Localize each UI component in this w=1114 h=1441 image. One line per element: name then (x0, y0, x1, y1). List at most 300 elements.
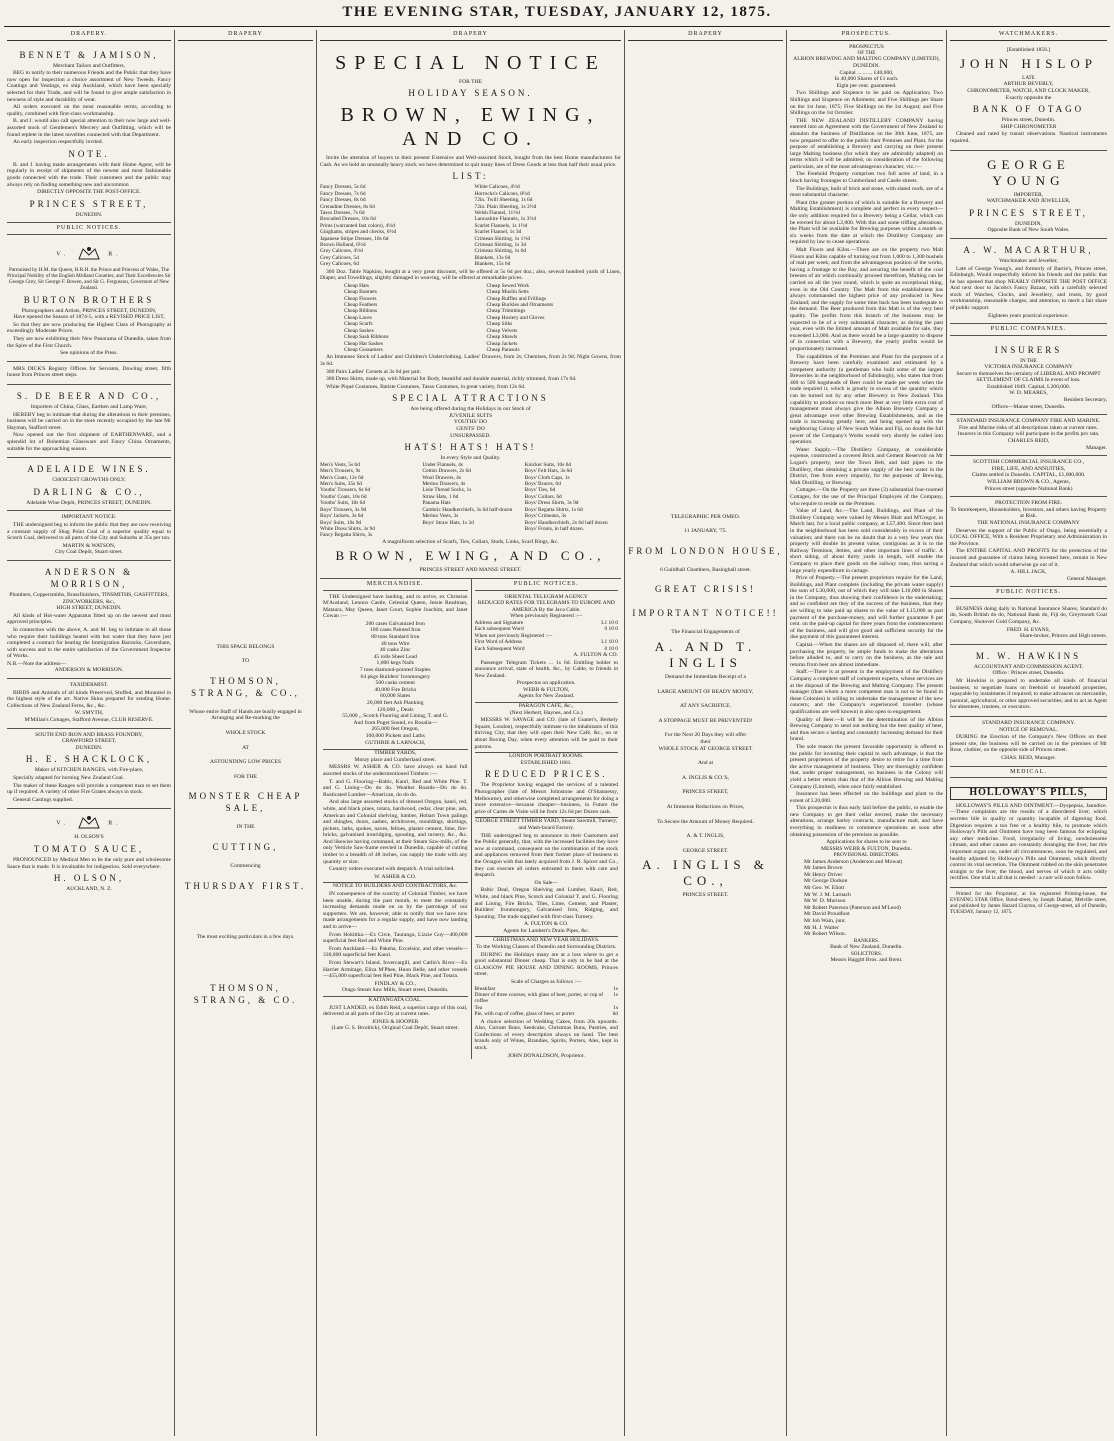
goods-list-item: 40 tons Wire (380, 640, 410, 647)
prospectus-apply: Applications for shares to be sent to (826, 839, 907, 846)
clothing-list (320, 462, 621, 539)
lower-subcolumns (320, 579, 621, 1059)
price-list-item: Grey Calicoes, 6d (320, 261, 359, 268)
advert-dick-registry (7, 362, 171, 385)
advert-line: WATCHMAKER AND JEWELLER, (986, 198, 1071, 205)
advert-title: JOHN HISLOP (960, 56, 1097, 72)
goods-list-item: 64 pkgs Builders' Ironmongery (360, 673, 431, 680)
advert-address: Office : Princes street, Dunedin. (992, 670, 1065, 677)
advert-town: DUNEDIN. (75, 211, 103, 218)
advert-title: BURTON BROTHERS (23, 294, 155, 305)
inglis-line: For the Next 20 Days they will offer (664, 732, 747, 739)
advert-title: PROTECTION FROM FIRE. (995, 500, 1062, 507)
advert-body: Late of George Young's, and formerly of Barrie's, Princes street, Edinburgh, Would respectfully inform his friends and the public that he has opened that shop NEARLY OPPOSITE THE POST OFFICE And next door to Jacobs's Fancy Bazaar, with a carefully selected stock of Watches, Clocks, and Jewellery, and trusts, by good workmanship, reasonable charges, and attention, to merit a fair share of public support. (950, 265, 1107, 312)
inglis-line: Demand the Immediate Receipt of a (665, 673, 746, 680)
rate-label: Dinner of three courses, with glass of beer, porter, or cup of coffee (474, 992, 604, 1005)
cheap-list-item: Cheap Flowers (344, 295, 377, 302)
advert-body: A choice selection of Wedding Cakes, from 20s upwards. Also, Currant Buns, Seedcake, Christmas Buns, Pastries, and Confections of every description always on hand. The best brands only of Wines, Brandies, Spirits, Porters, Ales, kept in stock. (474, 1018, 618, 1052)
price-list-right (475, 184, 622, 267)
advert-signature: GUTHRIE & LARNACH, (365, 739, 426, 746)
prospectus-shares: In 40,000 Shares of £1 each. (834, 76, 899, 83)
advert-signature: JONES & HOOPER (372, 1018, 419, 1025)
price-list-item: Fancy Dresses, 7s 6d (320, 190, 366, 197)
price-list-item: Japanese Stripe Dresses, 10s 6d (320, 235, 389, 242)
advert-body: HOLLOWAY'S PILLS AND OINTMENT.—Dyspepsia, Jaundice.—These complaints are the results of a disordered liver, which secretes bile in quality or quantity incapable of digesting food. Digestion requires a too free or a healthy bile, to promote which Holloway's Pills and Ointment have long been famous for eclipsing any other medicine. Food, irregularity of living, unwholesome climate, and other causes are constantly deranging the liver, but this important organ can, under all circumstances, soon be regulated, and healthy adjusted by Holloway's Pills and Ointment, which directly control its vital secretion. The Ointment rubbed on the skin penetrates straight to the liver, the blood, and nerves of which it acts oddly rectifies. One trial is all that is needed : a cure will soon follow. (950, 802, 1107, 882)
clothing-list-item: Boys' Suits, 16s 9d (320, 519, 362, 526)
rate-value: 1s (613, 992, 618, 999)
rate-table (475, 986, 619, 1018)
advert-body: Scale of Charges as follows :— (510, 979, 582, 986)
goods-list-item: 1,000 kegs Nails (376, 660, 414, 667)
prospectus-guarantee: Eight per cent. guaranteed. (836, 82, 897, 89)
advert-body: Specially adapted for burning New Zealand Coal. (13, 775, 125, 781)
advert-shacklock (7, 729, 171, 810)
price-list-item: Horrocks's Calicoes, 8½d (474, 190, 530, 197)
goods-list-item: 500 casks cement (375, 680, 415, 687)
price-list-item: Brocaded Dresses, 10s 6d (320, 216, 376, 223)
advert-attractions: SPECIAL ATTRACTIONS (392, 393, 549, 404)
goods-list-item: 45 rolls Sheet Lead (373, 653, 417, 660)
rate-label: Address and Signature (474, 619, 524, 626)
advert-body: From Hokitika.—Ex Circe, Tauranga, Lizzie Guy—400,000 superficial feet Red and White Pine. (323, 931, 468, 945)
advert-list-heading: LIST: (452, 171, 489, 182)
rate-row (475, 992, 619, 1005)
advert-title: TOMATO SAUCE, (33, 843, 145, 854)
price-list-item: Scarlet Flannel, 1s 3d (474, 229, 522, 236)
clothing-list-item: Cotton Drawers, 2s 6d (422, 468, 471, 475)
clothing-list-item: Merino Vests, 3s (422, 513, 459, 520)
prospectus-body: Malt Floors and Kilns.—There are on the property two Malt Floors and Kilns capable of turning out from 1,000 to 1,300 bushels of malt per week; and from the advantageous position of the works, having a frontage to the Bay, and securing the benefit of the cool breezes of air which continually proceed therefrom, Malting can be carried on all the year round, which is quite an exceptional thing, even in the Old Country. The Malt from this establishment has always commanded the highest price of any produced in New Zealand; and the supply for some time back has been inadequate to the demand. The Beer produced from this Malt is of the very best quality. The profits from this branch of the business may be expected to be of a very substantial character, as during the past year, even with the limited amount of Malt available for sale, they exceeded L3,000. And as there would be a large quantity to dispose of in connection with a Brewery, the yearly profits would be proportionately increased. (790, 247, 943, 352)
advert-standard (950, 415, 1107, 456)
advert-body: An Immense Stock of Ladies' and Children's Underclothing. Ladies' Drawers, from 2s; Chemises, from 2s 9d; Night Gowns, from 3s 6d. (320, 354, 621, 367)
advert-line: BANK OF OTAGO (972, 104, 1085, 115)
rate-label: When not previously Registered :— (474, 632, 553, 639)
advert-body: The maker of these Ranges will provide a competent man to set them up if required. A variety of other Fire Grates always in stock. (7, 782, 171, 796)
thomson-line: WHOLE STOCK (225, 729, 266, 736)
advert-body: MRS DICK'S Registry Offices for Servants, Dowling street, fifth house from Princes street steps. (7, 365, 171, 379)
section-heading: PUBLIC NOTICES. (7, 223, 171, 235)
advert-subtitle: To the Working Classes of Dunedin and Surrounding Districts. (476, 944, 617, 951)
advert-subtitle: THE NATIONAL INSURANCE COMPANY (977, 519, 1080, 526)
cheap-list-item: Cheap Bonnets (344, 289, 377, 296)
inglis-line: PRINCES STREET, (682, 789, 729, 796)
inglis-signature: GEORGE STREET. (682, 847, 729, 854)
price-list-item: Tasso Dresses, 7s 6d (320, 210, 365, 216)
advert-address: Share-broker, Princes and High streets. (1019, 633, 1107, 640)
printer-imprint: Printed for the Proprietor, at his registered Printing-house, the EVENING STAR Office, Bond-street, by Joseph Dunbar, Melville street, and published by James Hazard Clayton, of George-street, all of Dunedin, TUESDAY, January 12, 1875. (950, 890, 1107, 916)
advert-address: Otago Steam Saw Mills, Stuart street, Dunedin. (342, 987, 449, 994)
royal-v: V. (56, 251, 70, 258)
advert-body: IN consequence of the scarcity of Colonial Timber, we have been unable, during the past month, to meet the constantly increasing demands made on us by the patronage of our supporters. We are, however, able to notify that we have now made arrangements for a regular supply, and have now landing and to arrive— (323, 891, 468, 930)
advert-line: IMPORTER, (1013, 191, 1044, 198)
price-list (320, 184, 621, 267)
advert-body: BUSINESS doing daily in National Insurance Shares, Standard do do, South British do do, National Bank do, Fiji do, Greymouth Coal Company, Shotover Gold Company, &c. (950, 605, 1107, 626)
clothing-list-c (525, 462, 621, 539)
advert-national (950, 497, 1107, 587)
prospectus-body: Capital.—When the shares are all disposed of, there will, after purchasing the property, be ample funds to make the alterations before alluded to, and to carry on the business, as the sale and returns from beer are almost immediate. (790, 642, 943, 668)
advert-body: THE Undersigned have landing, and to arrive, ex Christian M'Ausland, Lennox Castle, Celestial Queen, Jessie Readman, Mataura, May Queen, Janet Court, Sophie Joachim, and Janet Cowan :— (323, 593, 468, 620)
advert-line: SHIP CHRONOMETER (1000, 123, 1057, 130)
advert-title: ADELAIDE WINES. (27, 464, 151, 475)
advert-address: (Late G. S. Brodrick), Original Coal Depôt, Stuart street. (331, 1025, 459, 1032)
advert-title: SCOTTISH COMMERCIAL INSURANCE CO., (972, 459, 1085, 466)
cheap-list-item: Cheap Sash Ribbons (344, 334, 389, 341)
rate-value: 6d (612, 1011, 618, 1018)
advert-signature-title: Resident Secretary, (1063, 397, 1107, 404)
rate-value: 1s (613, 985, 618, 992)
clothing-list-item: Boys' Braces, 6d (524, 481, 561, 488)
advert-town: AUCKLAND, N. Z. (66, 886, 112, 893)
thomson-line: CUTTING, (212, 841, 279, 852)
inglis-line: TELEGRAPHIC PER OMEO. (670, 513, 741, 520)
advert-signature: W. SMYTH, (74, 710, 104, 717)
advert-title: TAXIDERMIST. (69, 682, 109, 689)
advert-street: PRINCES STREET, (29, 198, 149, 209)
clothing-list-item: Cambric Handkerchiefs, 3s 6d half-dozen (422, 506, 513, 513)
masthead: THE EVENING STAR, TUESDAY, JANUARY 12, 1875. (342, 4, 772, 20)
advert-special: SPECIAL NOTICE (335, 51, 606, 74)
advert-signature: ANDERSON & MORRISON. (54, 667, 124, 674)
advert-firm: MARTIN & WATSON, (62, 542, 116, 549)
advert-subtitle: REDUCED PRICES. (484, 769, 608, 780)
advert-body: General Castings supplied. (13, 796, 74, 803)
advert-body: Established 1849. Capital, L200,000. (986, 383, 1071, 390)
advert-bennet-jamison (7, 44, 171, 224)
advert-line: Exactly opposite the (1005, 94, 1052, 101)
price-list-item: Blankets, 13s 6d (474, 254, 511, 261)
cheap-list (320, 283, 621, 353)
clothing-list-item: Lisle Thread Socks, 1s (422, 487, 472, 494)
advert-body: Invite the attention of buyers to their present Extensive and Well-assorted Stock, bought from the best Home manufacturers for Cash. As we hold an unusually heavy stock we have determined to quit many lines of Dress Goods at less than half their usual price. (320, 155, 621, 168)
cheap-list-item: Cheap Trimmings (486, 308, 526, 315)
advert-signature: W. D. MEARES, (1009, 390, 1048, 397)
advert-subtitle: FIRE, LIFE, AND ANNUITIES, (991, 465, 1066, 472)
director-item: Mr Geo. W. Eliott (804, 885, 845, 892)
advert-patronage: Patronised by H.M. the Queen, H.R.H. the Prince and Princess of Wales, The Principal Nobility of the English Midland Counties, and Their Excellencies Sir George Grey, Sir George F. Bowen, and Sir G. Fergusson, Governors of New Zealand. (7, 266, 171, 292)
advert-subtitle: ESTABLISHED 1861. (520, 759, 572, 766)
newspaper-page (4, 30, 1110, 1436)
director-item: Mr H. J. Walter (804, 924, 839, 931)
column-heading: DRAPERY (320, 30, 621, 41)
advert-subtitle: CHOICEST GROWTHS ONLY. (52, 477, 126, 484)
price-list-item: Prints (warranted fast colors), 4½d (320, 222, 395, 229)
thomson-line: Whose entire Staff of Hands are busily engaged in Arranging and Re-marking the (189, 708, 302, 722)
price-list-item: Fancy Dresses, 8s 6d (320, 197, 366, 204)
prospectus-body: The Buildings, built of brick and stone, with slated roofs, are of a most substantial character. (790, 185, 943, 199)
rate-label: Pie, with cup of coffee, glass of beer, or porter (474, 1011, 575, 1018)
clothing-list-item: Fancy Regatta Shirts, 3s (320, 532, 373, 539)
advert-title: ORIENTAL TELEGRAM AGENCY (504, 593, 588, 600)
clothing-list-item: Men's Trousers, 9s (320, 468, 361, 475)
advert-subtitle: Merchant Tailors and Outfitters, (53, 62, 125, 69)
price-list-item: Grey Calicoes, 4½d (320, 248, 363, 255)
advert-line: CHRONOMETER, WATCH, AND CLOCK MAKER, (967, 87, 1090, 94)
clothing-list-item: Youths' Coats, 10s 6d (320, 493, 367, 500)
advert-signature: FRED. H. EVANS, (1006, 626, 1051, 633)
advert-signature: WILLIAM BROWN & CO., Agents, (986, 478, 1071, 485)
advert-body: PRONOUNCED by Medical Men to be the only pure and wholesome Sauce that is made. It is invaluable for indigestion. Sold everywhere. (7, 856, 171, 870)
advert-body: N.B.—Note the address— (7, 660, 67, 667)
subcolumn-public-notices (471, 579, 622, 1059)
advert-firm: DARLING & CO., (33, 486, 145, 497)
advert-subtitle: ACCOUNTANT AND COMMISSION AGENT. (973, 663, 1084, 670)
advert-title: STANDARD INSURANCE COMPANY. (982, 720, 1075, 726)
column-4 (624, 30, 786, 1436)
advert-body: MESSRS W. ASHER & CO. have always on hand full assorted stocks of the undermentioned Timbers :— (323, 764, 468, 777)
advert-title: IMPORTANT NOTICE. (61, 514, 117, 521)
prospectus-directors-heading: PROVISIONAL DIRECTORS. (833, 852, 900, 859)
director-item: Mr Robert Wilson. (804, 931, 847, 938)
price-list-item: Grey Calicoes, 5d (320, 254, 359, 261)
column-1 (4, 30, 174, 1436)
column-heading: PROSPECTUS. (790, 30, 943, 41)
goods-list-item: 40,000 Fire Bricks (374, 686, 417, 693)
inglis-line: 11 JANUARY, '75. (684, 528, 727, 535)
advert-signature: A. HILL JACK, (1010, 569, 1047, 576)
section-heading: PUBLIC NOTICES. (475, 579, 619, 591)
advert-signature: W. ASHER & CO. (374, 873, 417, 880)
inglis-line: To Secure the Amount of Money Required. (657, 818, 754, 825)
price-list-item: Crimean Shirting, 1s 3d (474, 242, 527, 249)
clothing-list-item: Boys' Dress Shirts, 3s 9d (524, 500, 579, 507)
prospectus-heading: PROSPECTUS (849, 43, 884, 50)
advert-body: DURING the Erection of the Company's New Offices on their present site, the business will be carried on in the premises of Mr Rose, clothier, on the opposite side of Princes street. (950, 734, 1107, 754)
inglis-line: their (700, 738, 711, 745)
advert-body: The Proprietor having engaged the services of a talented Photographer (late of Messrs Johnstone and O'Shannessy, Melbourne), and otherwise completed arrangements for doing a more extensive—because cheaper—business, in Future the price of Cartes de Visite will be from 12s 6d per Dozen cash. (474, 782, 618, 815)
advert-title: H. E. SHACKLOCK, (25, 754, 153, 765)
advert-anderson-morrison (7, 561, 171, 679)
goods-list-item: 55,000 ,, Scotch Flooring and Lining, T. and G. (342, 713, 449, 720)
advert-body: DURING the Holidays many are at a loss where to get a good substantial Dinner cheap. That is only to be had at the GLASGOW PIE HOUSE AND DINING ROOMS, Princes street. (474, 951, 618, 978)
price-list-item: Scarlet Flannels, 1s 1½d (474, 222, 528, 229)
cheap-list-item: Cheap Feathers (344, 302, 378, 309)
advert-body: Cleaned and rated by transit observations. Nautical instruments repaired. (950, 131, 1107, 144)
advert-body: Deserves the support of the Public of Otago, being essentially a LOCAL OFFICE, With a Resident Proprietary and Administration in the Province. (950, 527, 1107, 547)
advert-body: When previously Registered :— (510, 613, 583, 620)
advert-body: B. and J. having made arrangements with their Home Agent, will be regularly in receipt of shipments of the newest and most fashionable goods connected with the trade. Their customers and the public may always rely on finding something new and uncommon (7, 161, 171, 188)
prospectus-body: THE NEW ZEALAND DISTILLERY COMPANY having entered into an Agreement with the Government of New Zealand to abandon the business of Distillation on the 30th June, 1875, are now prepared to offer to the public their Premises and Plant, for the purpose of establishing a Brewery and carrying on their present large Malting business (for which they are admirably adapted) on terms which it will be admitted, on consideration of the following particulars, are of the most advantageous character, viz.:— (790, 117, 943, 170)
director-item: Mr James Brown (804, 865, 843, 872)
rate-label: Each Subsequent Word (474, 645, 525, 652)
advert-subtitle: REDUCED RATES FOR TELEGRAMS TO EUROPE AND AMERICA By the Java Cable. (477, 600, 615, 613)
inglis-line: AT ANY SACRIFICE. (679, 703, 732, 710)
advert-body: MESSRS W. SAVAGE and CO. (late of Gunter's, Berkely Square, London), respectfully intimate to the inhabitants of this thriving City, that they will open their New Café, &c., on or about Boxing Day, when every attention will be paid to their patrons. (474, 717, 618, 750)
prospectus-body: The Freehold Property comprises two full acres of land, in a block having frontages to Cumberland and Castle streets. (790, 171, 943, 185)
advert-address: PRINCES STREET AND MANSE STREET. (419, 567, 522, 574)
advert-body: THE undersigned beg to announce to their Customers and the Public generally, that, with the increased facilities they have now at command, consequent on the combination of the stock and appliances removed from their former place of business to the Octagon with that lately acquired from J. R. Spicer and Co., they can execute all orders entrusted to them with care and despatch. (474, 832, 618, 879)
cheap-list-item: Cheap Hat Sashes (344, 340, 383, 347)
advert-body: BIRDS and Animals of all kinds Preserved, Stuffed, and Mounted in the highest style of the art. Native Skins prepared for sending Home. Collections of New Zealand Ferns, &c., &c. (7, 689, 171, 709)
clothing-list-item: Boys' Straw Hats, 1s 3d (422, 519, 474, 526)
advert-name: H. OLSON'S (74, 834, 104, 841)
clothing-list-item: Knicker Suits, 10s 6d (524, 461, 572, 468)
advert-body: From Auckland.—Ex Pakeha, Excelsior, and other vessels—330,000 superficial feet Kauri. (323, 945, 468, 959)
advert-foundry: SOUTH END IRON AND BRASS FOUNDRY, (35, 731, 143, 738)
prospectus-company: ALBION BREWING AND MALTING COMPANY (LIMITED), DUNEDIN. (793, 56, 940, 69)
rate-value: L1 10 0 (601, 619, 618, 626)
cheap-list-item: Cheap Ribbons (344, 308, 378, 315)
inglis-line: LARGE AMOUNT OF READY MONEY, (657, 688, 754, 695)
advert-hawkins (950, 645, 1107, 717)
advert-line: YOUTHS' DO (453, 419, 488, 426)
clothing-list-item: Youths' Trousers, 6s 6d (320, 487, 371, 494)
advert-title: VICTORIA INSURANCE COMPANY (984, 364, 1073, 371)
goods-list-item: 60,000 Slates (380, 693, 411, 700)
advert-address: Moray place and Cumberland street. (354, 756, 437, 763)
inglis-line: IMPORTANT NOTICE!! (632, 608, 779, 619)
inglis-signature: PRINCES STREET. (682, 892, 729, 899)
cheap-list-item: Cheap Scarfs (344, 321, 373, 328)
clothing-list-item: Boys' Ties, 6d (524, 487, 556, 494)
price-list-item: Lancashire Flannels, 1s 3½d (474, 216, 537, 223)
rate-label: Each subsequent Word (474, 626, 524, 633)
cheap-list-item: Cheap Sashes (344, 327, 374, 334)
advert-subtitle: Maker of KITCHEN RANGES, with Fire-place, (34, 767, 144, 774)
prospectus-capital: Capital ... ... ... £40,000, (839, 69, 894, 76)
price-list-item: Welsh Flannel, 11½d (474, 210, 520, 216)
advert-body: Are being offered during the Holidays in our Stock of (410, 406, 531, 413)
advert-olson (7, 809, 171, 896)
advert-title: HOLLOWAY'S PILLS, (950, 787, 1107, 800)
director-item: Mr Robert Paterson (Paterson and M'Leod) (804, 904, 901, 911)
advert-line: JUVENILE SUITS (448, 412, 493, 419)
advert-line: DUNEDIN, (1015, 220, 1042, 227)
advert-body: In every Style and Quality. (440, 455, 501, 462)
clothing-list-item: Boys' Cloth Caps, 1s (524, 474, 570, 481)
director-item: Mr W. D. Murison (804, 898, 846, 905)
advert-title: GEORGE YOUNG (987, 156, 1070, 188)
advert-body: Mr Hawkins is prepared to undertake all kinds of financial business; to negotiate loans on freehold or leasehold properties, repayable by instalments if required; to make advances on mercantile, pastoral, agricultural, or other approved securities; and to act as Agent for absentees, trustees, or executors. (950, 678, 1107, 711)
advert-body: White Piqué Costumes, Batiste Costumes, Tasso Costumes, in great variety, from 12s 6d. (326, 383, 526, 390)
advert-signature: A. FULTON & CO. (573, 651, 618, 658)
advert-body: On Sale— (534, 879, 558, 886)
cheap-list-right (487, 283, 622, 353)
price-list-item: 72in. Plain Sheeting, 1s 3½d (474, 203, 537, 210)
advert-body: And also large assorted stocks of dressed Oregon, kauri, red, white, and black pines, totara, hardwood, cedar, clear pine, ash, American and Colonial shelving, lumber, Hobart Town palings and shingles, doors, sashes, architraves, mouldings, skirtings, pickets, laths, spokes, naves, felloes, plaster cement, lime, fire-bricks, galvanised ironridging, spouting, and turnery, &c., &c. And likewise having command, at their Steam Saw-mills, of the only Verticle Saw-frame erected in Dunedin, capable of cutting timber to a breadth of 48 inches, can supply the trade with any quantity or size. (323, 799, 468, 865)
cheap-list-item: Cheap Laces (344, 314, 372, 321)
advert-victoria (950, 339, 1107, 415)
advert-address: Offices—Manse street, Dunedin. (991, 403, 1066, 410)
subcolumn-merchandise (320, 579, 471, 1059)
advert-line: PRINCES STREET, (969, 207, 1088, 218)
advert-body: All orders executed on the most reasonable terms, according to quality, combined with first-class workmanship. (7, 104, 171, 117)
prospectus-body: This prospectus is thus early laid before the public, to enable the new Company to get their cellar erected, make the necessary alterations, arrange barley contracts, manufacture malt, and have everything in readiness to commence operations as soon after obtaining possession of the premises as possible. (790, 805, 943, 838)
cheap-list-item: Cheap Gossamers (344, 346, 383, 353)
goods-list (323, 621, 468, 740)
goods-list-item: 265,000 feet Oregon, (371, 726, 420, 733)
advert-body: Now opened out the first shipment of EARTHENWARE, and a splendid lot of Bohemian Glassware and Fancy China Ornaments, suitable for the approaching season. (7, 432, 171, 452)
thomson-line: TO (241, 658, 250, 665)
advert-address: Agents for New Zealand. (517, 693, 575, 700)
prospectus-body: Insurance has been effected on the buildings and plant to the extent of L20,000. (790, 791, 943, 804)
advert-signature: WEBB & FULTON, (523, 686, 570, 693)
advert-body: 300 Pairs Ladies' Corsets at 3s 6d per pair. (326, 368, 421, 375)
rate-value: 1s (613, 1004, 618, 1011)
inglis-line: FROM LONDON HOUSE, (628, 545, 783, 556)
advert-signature-title: Manager. (1086, 444, 1107, 451)
advert-brown-ewing (320, 44, 621, 579)
advert-line: UNSURPASSED. (450, 432, 491, 439)
advert-body: Passenger Telegram Tickets ... 1s 6d. Entitling holder to announce arrival, state of health, &c., by Cable, to friends in New Zealand. (474, 659, 618, 679)
thomson-line: Commencing (230, 862, 261, 869)
advert-evans (950, 602, 1107, 645)
advert-george-young (950, 151, 1107, 239)
advert-body: Country orders executed with despatch. A trial solicited. (329, 866, 455, 873)
advert-address: M'Millan's Cottages, Stafford Avenue, CLUB RESERVE. (24, 717, 154, 724)
cheap-list-left (344, 283, 479, 353)
section-heading: PUBLIC NOTICES. (950, 587, 1107, 599)
inglis-line: The Financial Engagements of (671, 629, 740, 636)
advert-line: ARTHUR BEVERLY, (1003, 81, 1054, 88)
advert-title: STANDARD INSURANCE COMPANY FIRE AND MARINE. (956, 418, 1101, 425)
advert-body: 300 Dress Skirts, made up, with Material for Body, beautiful and durable material, richly trimmed, from 17s 6d. (326, 376, 577, 383)
clothing-list-b (422, 462, 518, 539)
inglis-signature: A. INGLIS & CO., (642, 857, 769, 889)
prospectus-solicitors-heading: SOLICITORS. (850, 950, 883, 957)
advert-body: BEG to notify to their numerous Friends and the Public that they have now open for inspection a choice assortment of New Tweeds, Fancy Coatings and Vestings, ex ship Auckland, which have been specially selected for their Trade, and will be found to give ample satisfaction in newness of style and durability of wear. (7, 70, 171, 103)
column-5 (786, 30, 946, 1436)
column-6 (946, 30, 1110, 1436)
inglis-signature: A. & T. INGLIS, (686, 833, 725, 840)
cheap-list-item: Cheap Muslin Setts (486, 289, 529, 296)
thomson-line: AT (242, 744, 249, 751)
price-list-item: Grenadine Dresses, 8s 6d (320, 203, 375, 210)
cheap-list-item: Cheap Silks (486, 321, 513, 328)
advert-street: HIGH STREET, DUNEDIN. (56, 605, 122, 612)
advert-body: From Stewart's Island, Invercargill, and Catlin's River.—Ex Harriet Armitage, Eliza M'Phee, Huon Belle, and other vessels—455,000 superficial feet Red Pine, Black Pine, and Totara. (323, 959, 468, 980)
advert-note-heading: NOTE. (68, 148, 110, 159)
advert-address: Princes street (opposite National Bank) (984, 485, 1073, 492)
advert-line: INSURERS (994, 344, 1063, 355)
clothing-list-item: Straw Hats, 1 6d (422, 493, 459, 500)
price-list-item: Ginghams, stripes and checks, 6½d (320, 229, 397, 236)
prospectus-body: The sole reason the present favorable opportunity is offered to the public for investing their capital to such advantage, is that the present proprietors of the property desire to retire for a time from the active management of business. They are thoroughly confident that, under proper management, no business in the Colony will yield a better return than that of the Albion Brewing and Malting Company (Limited), when once fairly established. (790, 743, 943, 790)
clothing-list-item: Boys' Collars, 6d (524, 493, 562, 500)
advert-de-beer (7, 385, 171, 458)
advert-title: LONDON PORTRAIT ROOMS. (475, 752, 619, 760)
goods-list-item: 120,000 ,, Deals (376, 706, 414, 713)
advert-body: Have opened the Season of 1874-5, with a REVISED PRICE LIST, (13, 314, 165, 321)
inglis-line: WHOLE STOCK AT GEORGE STREET (658, 745, 753, 752)
goods-list-item: And from Puget Sound, ex Rosalia— (353, 719, 438, 726)
advert-body: Baltic Deal, Oregon Shelving and Lumber, Kauri, Red, White, and black Pine, Scotch and Colonial T. and G. Flooring and Lining, Fire Bricks, Tiles, Lime, Cement, and Plaster, Builders' Ironmongery, Galvanised Iron, Ridging, and Spouting. The trade supplied with first-class Turnery. (474, 887, 618, 920)
advert-body: Insurers in this Company will participate in the profits pro rata. (957, 431, 1100, 438)
price-list-item: 72in. Twill Sheeting, 1s 6d (474, 197, 533, 204)
prospectus-body: Two Shillings and Sixpence to be paid on Application; Two Shillings and Sixpence on Allotment; and Five Shillings per Share on the 1st June, 1875; Five Shillings on the 1st August; and Five Shillings on the 1st October. (790, 90, 943, 117)
column-2 (174, 30, 316, 1436)
column-heading: DRAPERY. (7, 30, 171, 41)
advert-body: JUST LANDED, ex Edith Reid, a superior cargo of this coal, delivered at all parts of the City at current rates. (323, 1004, 468, 1018)
clothing-list-item: Boys' Trousers, 3s 9d (320, 506, 367, 513)
advert-line: Opposite Bank of New South Wales. (987, 227, 1070, 234)
price-list-item: White Calicoes, 4½d (474, 184, 520, 191)
advert-body: A magnificent selection of Scarfs, Ties, Collars, Studs, Links, Scarf Rings, &c. (382, 538, 559, 545)
rate-row (475, 1011, 619, 1017)
advert-address: (Next Herbert, Haynes, and Co.) (509, 709, 583, 716)
clothing-list-item: Boys' Felt Hats, 3s 6d (524, 468, 572, 475)
advert-title: BROWN, EWING, AND CO. (340, 104, 601, 151)
price-list-item: Blankets, 15s 6d (474, 261, 511, 268)
royal-cipher (7, 814, 171, 832)
cheap-list-item: Cheap Velvets (486, 327, 518, 334)
thomson-title: THOMSON, STRANG, & CO., (191, 675, 300, 698)
advert-signature: A. FULTON & CO. (523, 921, 569, 928)
column-heading: DRAPERY (628, 30, 783, 41)
advert-hats: HATS! HATS! HATS! (404, 442, 537, 453)
advert-signature: CHARLES REID, (1007, 438, 1050, 444)
advert-title: S. DE BEER AND CO., (16, 391, 162, 402)
royal-crest-icon (75, 245, 103, 263)
